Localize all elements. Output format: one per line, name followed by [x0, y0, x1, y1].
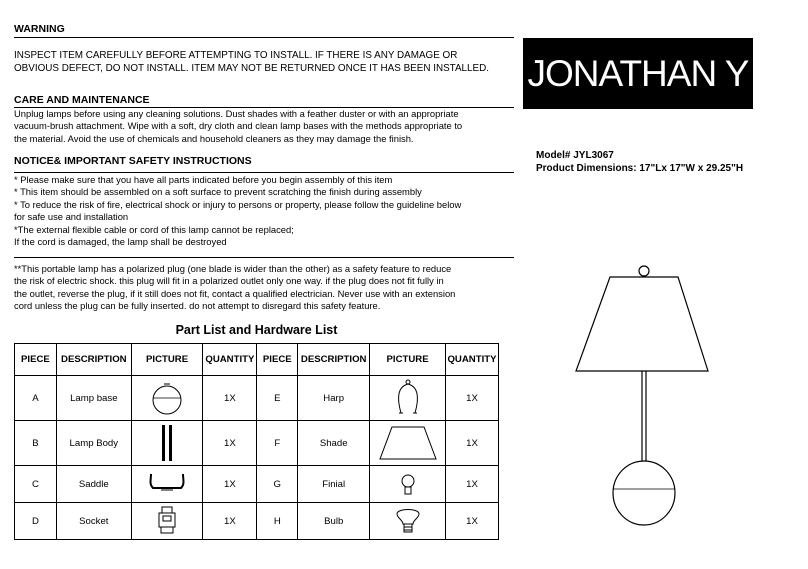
care-line: vacuum-brush attachment. Wipe with a soft, dry cloth and clean lamp bases with the methods appropriate to — [14, 120, 463, 132]
care-heading: CARE AND MAINTENANCE — [14, 94, 150, 106]
table-row — [15, 466, 499, 503]
col-header: DESCRIPTION — [298, 344, 370, 376]
quantity-cell: 1X — [203, 376, 257, 421]
plug-line: cord unless the plug can be fully inserted. do not attempt to disregard this safety feature. — [14, 300, 381, 312]
warning-line: INSPECT ITEM CAREFULLY BEFORE ATTEMPTING TO INSTALL. IF THERE IS ANY DAMAGE OR — [14, 50, 458, 61]
piece-cell: D — [15, 503, 57, 540]
description-cell: Lamp Body — [56, 421, 131, 466]
plug-line: **This portable lamp has a polarized plug (one blade is wider than the other) as a safety feature to reduce — [14, 263, 452, 274]
socket-icon — [131, 503, 203, 540]
saddle-icon — [131, 466, 203, 503]
warning-heading: WARNING — [14, 23, 65, 35]
care-line: the material. Avoid the use of chemicals and household cleaners as they may damage the finish. — [14, 132, 414, 144]
piece-cell: E — [257, 376, 298, 421]
col-header: PIECE — [257, 344, 298, 376]
description-cell: Bulb — [298, 503, 370, 540]
piece-cell: C — [15, 466, 57, 503]
notice-heading: NOTICE& IMPORTANT SAFETY INSTRUCTIONS — [14, 155, 252, 167]
description-cell: Socket — [56, 503, 131, 540]
notice-rule — [14, 172, 514, 173]
harp-icon — [370, 376, 446, 421]
warning-rule — [14, 37, 514, 38]
col-header: PICTURE — [131, 344, 203, 376]
notice-line: * Please make sure that you have all parts indicated before you begin assembly of this item — [14, 174, 393, 185]
table-header-row — [15, 344, 499, 376]
quantity-cell: 1X — [445, 421, 498, 466]
care-text — [14, 108, 514, 145]
description-cell: Finial — [298, 466, 370, 503]
warning-text — [14, 50, 519, 76]
care-line: Unplug lamps before using any cleaning solutions. Dust shades with a feather duster or with an appropriate — [14, 108, 459, 119]
bulb-icon — [370, 503, 446, 540]
brand-logo: JONATHAN Y — [523, 38, 753, 109]
quantity-cell: 1X — [445, 503, 498, 540]
notice-line: If the cord is damaged, the lamp shall be destroyed — [14, 236, 227, 248]
description-cell: Lamp base — [56, 376, 131, 421]
plug-text — [14, 263, 514, 313]
piece-cell: H — [257, 503, 298, 540]
notice-text — [14, 174, 514, 248]
description-cell: Saddle — [56, 466, 131, 503]
col-header: PICTURE — [370, 344, 446, 376]
parts-title: Part List and Hardware List — [175, 323, 338, 337]
col-header: QUANTITY — [445, 344, 498, 376]
lamp-base-icon — [131, 376, 203, 421]
col-header: QUANTITY — [203, 344, 257, 376]
table-row — [15, 376, 499, 421]
piece-cell: F — [257, 421, 298, 466]
quantity-cell: 1X — [445, 376, 498, 421]
notice-rule-2 — [14, 257, 514, 258]
plug-line: the outlet, reverse the plug, if it still does not fit, contact a qualified electrician. Never use with an extension — [14, 287, 456, 299]
product-dimensions: Product Dimensions: 17"Lx 17"W x 29.25"H — [536, 163, 744, 174]
description-cell: Harp — [298, 376, 370, 421]
col-header: DESCRIPTION — [56, 344, 131, 376]
table-row — [15, 503, 499, 540]
notice-line: for safe use and installation — [14, 211, 129, 223]
piece-cell: G — [257, 466, 298, 503]
quantity-cell: 1X — [445, 466, 498, 503]
model-number: Model# JYL3067 — [536, 150, 614, 161]
lamp-illustration — [570, 262, 720, 527]
quantity-cell: 1X — [203, 466, 257, 503]
piece-cell: A — [15, 376, 57, 421]
table-row — [15, 421, 499, 466]
shade-icon — [370, 421, 446, 466]
quantity-cell: 1X — [203, 421, 257, 466]
warning-line: OBVIOUS DEFECT, DO NOT INSTALL. ITEM MAY NOT BE RETURNED ONCE IT HAS BEEN INSTALLED. — [14, 62, 489, 74]
description-cell: Shade — [298, 421, 370, 466]
parts-table — [14, 343, 499, 540]
finial-icon — [370, 466, 446, 503]
notice-line: * This item should be assembled on a soft surface to prevent scratching the finish during assembly — [14, 186, 422, 198]
piece-cell: B — [15, 421, 57, 466]
lamp-body-icon — [131, 421, 203, 466]
notice-line: * To reduce the risk of fire, electrical shock or injury to persons or property, please follow the guideline below — [14, 198, 462, 210]
notice-line: *The external flexible cable or cord of this lamp cannot be replaced; — [14, 223, 294, 235]
plug-line: the risk of electric shock. this plug will fit in a polarized outlet only one way. if the plug does not fit fully in — [14, 275, 444, 287]
col-header: PIECE — [15, 344, 57, 376]
quantity-cell: 1X — [203, 503, 257, 540]
